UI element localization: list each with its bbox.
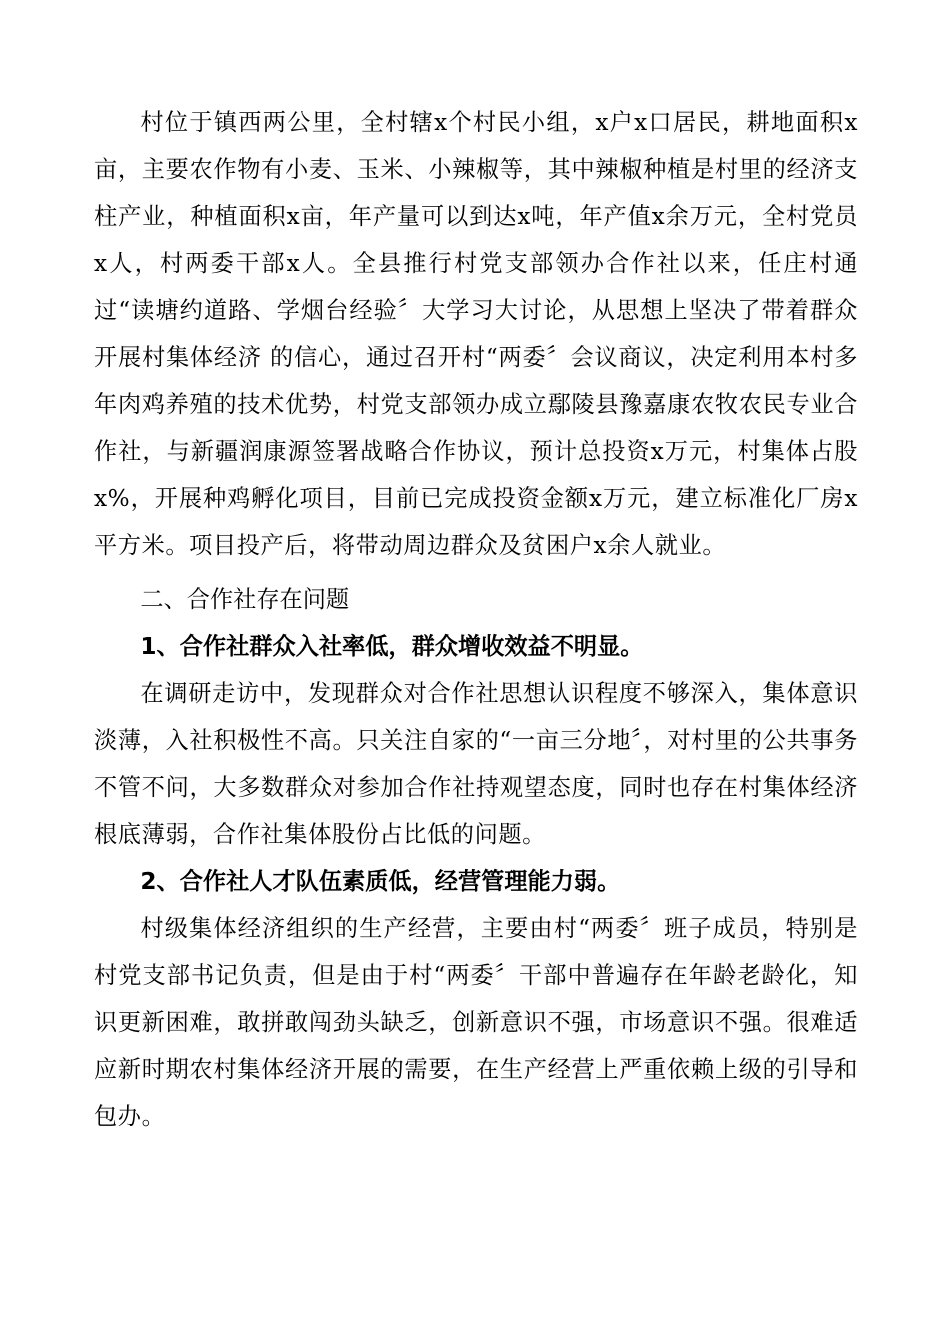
subheading-talent-quality: 2、合作社人才队伍素质低，经营管理能力弱。 [140, 868, 621, 895]
subheading-low-participation: 1、合作社群众入社率低，群众增收效益不明显。 [140, 633, 644, 660]
spacer [94, 569, 858, 576]
paragraph-participation-issue: 在调研走访中，发现群众对合作社思想认识程度不够深入，集体意识淡薄，入社积极性不高。只关注自家的“一亩三分地〞，对村里的公共事务不管不问，大多数群众对参加合作社持观望态度，同时也存在村集体经济根底薄弱，合作社集体股份占比低的问题。 [94, 680, 858, 848]
section-heading: 二、合作社存在问题 [140, 586, 350, 613]
paragraph-management-issue: 村级集体经济组织的生产经营，主要由村“两委〞班子成员，特别是村党支部书记负责，但是由于村“两委〞干部中普遍存在年龄老龄化，知识更新困难，敢拼敢闯劲头缺乏，创新意识不强，市场意识不强。很难适应新时期农村集体经济开展的需要，在生产经营上严重依赖上级的引导和包办。 [94, 915, 858, 1130]
paragraph-village-overview: 村位于镇西两公里，全村辖x个村民小组，x户x口居民，耕地面积x亩，主要农作物有小麦、玉米、小辣椒等，其中辣椒种植是村里的经济支柱产业，种植面积x亩，年产量可以到达x吨，年产值x余万元，全村党员x人，村两委干部x人。全县推行村党支部领办合作社以来，任庄村通过“读塘约道路、学烟台经验〞大学习大讨论，从思想上坚决了带着群众开展村集体经济 的信心，通过召开村“两委〞会议商议，决定利用本村多年肉鸡养殖的技术优势，村党支部领办成立鄢陵县豫嘉康农牧农民专业合作社，与新疆润康源签署战略合作协议，预计总投资x万元，村集体占股x%，开展种鸡孵化项目，目前已完成投资金额x万元，建立标准化厂房x平方米。项目投产后，将带动周边群众及贫困户x余人就业。 [94, 109, 858, 559]
document-body [94, 99, 858, 1140]
